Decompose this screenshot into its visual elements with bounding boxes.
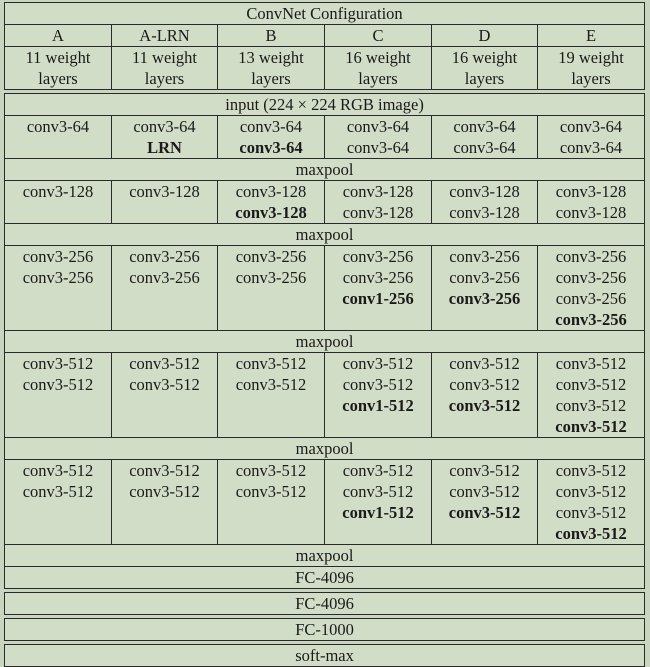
layer-name: conv3-256 — [555, 247, 627, 266]
layer-cell — [112, 353, 218, 438]
config-depth — [5, 47, 112, 90]
layer-name: conv3-512 — [22, 482, 94, 501]
layer-name: conv3-512 — [22, 375, 94, 394]
layer-block-row — [5, 116, 645, 159]
layer-name: conv3-512 — [235, 375, 307, 394]
layer-name: conv3-512 — [342, 375, 414, 394]
layer-cell — [325, 460, 432, 545]
maxpool-row — [5, 224, 645, 246]
maxpool-label: maxpool — [5, 545, 645, 567]
layer-name: conv3-512 — [555, 524, 627, 543]
layer-name: conv3-512 — [448, 503, 521, 522]
layer-name: conv3-256 — [235, 268, 307, 287]
layer-name: conv3-512 — [235, 461, 307, 480]
classifier-label: FC-1000 — [5, 619, 645, 641]
layer-cell — [5, 460, 112, 545]
layer-cell — [538, 181, 645, 224]
depth-line: 19 weight — [558, 48, 624, 67]
layer-block-row — [5, 353, 645, 438]
layer-name: conv3-256 — [342, 268, 414, 287]
layer-name: conv3-512 — [555, 417, 627, 436]
layer-name: conv3-512 — [449, 461, 520, 480]
layer-name: conv3-64 — [346, 138, 410, 157]
input-spec: input (224 × 224 RGB image) — [5, 94, 645, 116]
layer-cell — [5, 246, 112, 331]
layer-name: conv3-256 — [22, 247, 94, 266]
layer-name: conv3-512 — [555, 375, 627, 394]
layer-name: conv1-512 — [342, 396, 414, 415]
layer-name: LRN — [147, 138, 182, 157]
layer-name: conv3-512 — [235, 354, 307, 373]
table-title: ConvNet Configuration — [5, 3, 645, 25]
layer-cell — [325, 353, 432, 438]
depth-line: 11 weight — [132, 48, 197, 67]
layer-name: conv3-512 — [342, 482, 414, 501]
layer-name: conv3-64 — [453, 117, 516, 136]
depth-line: layers — [571, 69, 611, 88]
layer-cell — [218, 246, 325, 331]
classifier-label: soft-max — [5, 645, 645, 667]
layer-name: conv3-512 — [555, 503, 627, 522]
depth-line: 16 weight — [345, 48, 411, 67]
layer-name: conv3-128 — [235, 182, 307, 201]
layer-name: conv3-512 — [449, 354, 520, 373]
layer-name: conv1-256 — [342, 289, 414, 308]
config-depth-row — [5, 47, 645, 90]
layer-block-row — [5, 460, 645, 545]
depth-line: 13 weight — [238, 48, 304, 67]
layer-name: conv3-64 — [453, 138, 516, 157]
layer-cell — [325, 116, 432, 159]
layer-name: conv3-256 — [449, 247, 520, 266]
layer-name: conv3-128 — [555, 182, 627, 201]
layer-cell — [432, 353, 538, 438]
layer-name: conv3-128 — [342, 182, 414, 201]
depth-line: layers — [144, 69, 185, 88]
classifier-label: FC-4096 — [5, 593, 645, 615]
layer-name: conv3-512 — [448, 396, 521, 415]
layer-cell — [538, 353, 645, 438]
layer-name: conv3-64 — [239, 138, 303, 157]
layer-name: conv3-512 — [129, 482, 200, 501]
config-depth — [538, 47, 645, 90]
depth-line: layers — [38, 69, 78, 88]
layer-cell — [5, 353, 112, 438]
layer-name: conv3-512 — [22, 354, 94, 373]
classifier-label: FC-4096 — [5, 567, 645, 589]
depth-line: layers — [464, 69, 505, 88]
layer-name: conv3-128 — [235, 203, 307, 222]
layer-block-row — [5, 181, 645, 224]
layer-name: conv3-128 — [449, 203, 520, 222]
layer-name: conv1-512 — [342, 503, 414, 522]
config-label: E — [538, 25, 645, 47]
layer-name: conv3-256 — [555, 289, 627, 308]
layer-name: conv3-512 — [342, 354, 414, 373]
layer-cell — [218, 181, 325, 224]
layer-block-row — [5, 246, 645, 331]
layer-name: conv3-64 — [559, 117, 623, 136]
layer-name: conv3-64 — [559, 138, 623, 157]
layer-name: conv3-256 — [555, 310, 627, 329]
layer-cell — [112, 246, 218, 331]
depth-line: layers — [251, 69, 291, 88]
config-label-row — [5, 25, 645, 47]
layer-cell — [218, 353, 325, 438]
config-depth — [325, 47, 432, 90]
depth-line: 16 weight — [451, 48, 518, 67]
layer-name: conv3-512 — [555, 482, 627, 501]
layer-name: conv3-256 — [555, 268, 627, 287]
layer-name: conv3-256 — [449, 268, 520, 287]
layer-name: conv3-256 — [342, 247, 414, 266]
layer-name: conv3-512 — [129, 461, 200, 480]
layer-name: conv3-128 — [129, 182, 200, 201]
classifier-row — [5, 619, 645, 641]
config-label: D — [432, 25, 538, 47]
maxpool-label: maxpool — [5, 159, 645, 181]
layer-name: conv3-64 — [239, 117, 303, 136]
classifier-row — [5, 645, 645, 667]
maxpool-label: maxpool — [5, 438, 645, 460]
layer-name: conv3-512 — [235, 482, 307, 501]
layer-cell — [538, 246, 645, 331]
layer-name: conv3-512 — [449, 375, 520, 394]
maxpool-row — [5, 545, 645, 567]
layer-name: conv3-128 — [555, 203, 627, 222]
layer-name: conv3-256 — [129, 247, 200, 266]
layer-cell — [432, 116, 538, 159]
layer-name: conv3-512 — [555, 396, 627, 415]
layer-name: conv3-128 — [449, 182, 520, 201]
layer-name: conv3-128 — [342, 203, 414, 222]
layer-name: conv3-256 — [235, 247, 307, 266]
classifier-row — [5, 567, 645, 589]
layer-name: conv3-64 — [346, 117, 410, 136]
layer-name: conv3-512 — [449, 482, 520, 501]
layer-cell — [112, 460, 218, 545]
input-row — [5, 94, 645, 116]
layer-name: conv3-128 — [22, 182, 94, 201]
layer-name: conv3-512 — [129, 375, 200, 394]
depth-line: layers — [358, 69, 398, 88]
layer-cell — [325, 246, 432, 331]
config-depth — [218, 47, 325, 90]
config-label: B — [218, 25, 325, 47]
layer-cell — [432, 460, 538, 545]
maxpool-label: maxpool — [5, 224, 645, 246]
maxpool-label: maxpool — [5, 331, 645, 353]
config-label: A — [5, 25, 112, 47]
maxpool-row — [5, 331, 645, 353]
layer-name: conv3-512 — [555, 354, 627, 373]
layer-cell — [218, 460, 325, 545]
layer-cell — [538, 460, 645, 545]
layer-cell — [112, 181, 218, 224]
layer-cell — [218, 116, 325, 159]
layer-cell — [325, 181, 432, 224]
layer-name: conv3-64 — [26, 117, 90, 136]
layer-cell — [432, 246, 538, 331]
convnet-config-table — [4, 2, 645, 667]
layer-name: conv3-256 — [448, 289, 521, 308]
config-depth — [432, 47, 538, 90]
layer-name: conv3-256 — [129, 268, 200, 287]
layer-cell — [112, 116, 218, 159]
config-depth — [112, 47, 218, 90]
layer-name: conv3-512 — [129, 354, 200, 373]
layer-name: conv3-512 — [22, 461, 94, 480]
title-row — [5, 3, 645, 25]
layer-name: conv3-256 — [22, 268, 94, 287]
depth-line: 11 weight — [25, 48, 91, 67]
layer-cell — [5, 181, 112, 224]
layer-cell — [538, 116, 645, 159]
layer-cell — [5, 116, 112, 159]
config-label: C — [325, 25, 432, 47]
layer-name: conv3-64 — [133, 117, 196, 136]
layer-cell — [432, 181, 538, 224]
classifier-row — [5, 593, 645, 615]
maxpool-row — [5, 159, 645, 181]
config-label: A-LRN — [112, 25, 218, 47]
layer-name: conv3-512 — [555, 461, 627, 480]
layer-name: conv3-512 — [342, 461, 414, 480]
maxpool-row — [5, 438, 645, 460]
